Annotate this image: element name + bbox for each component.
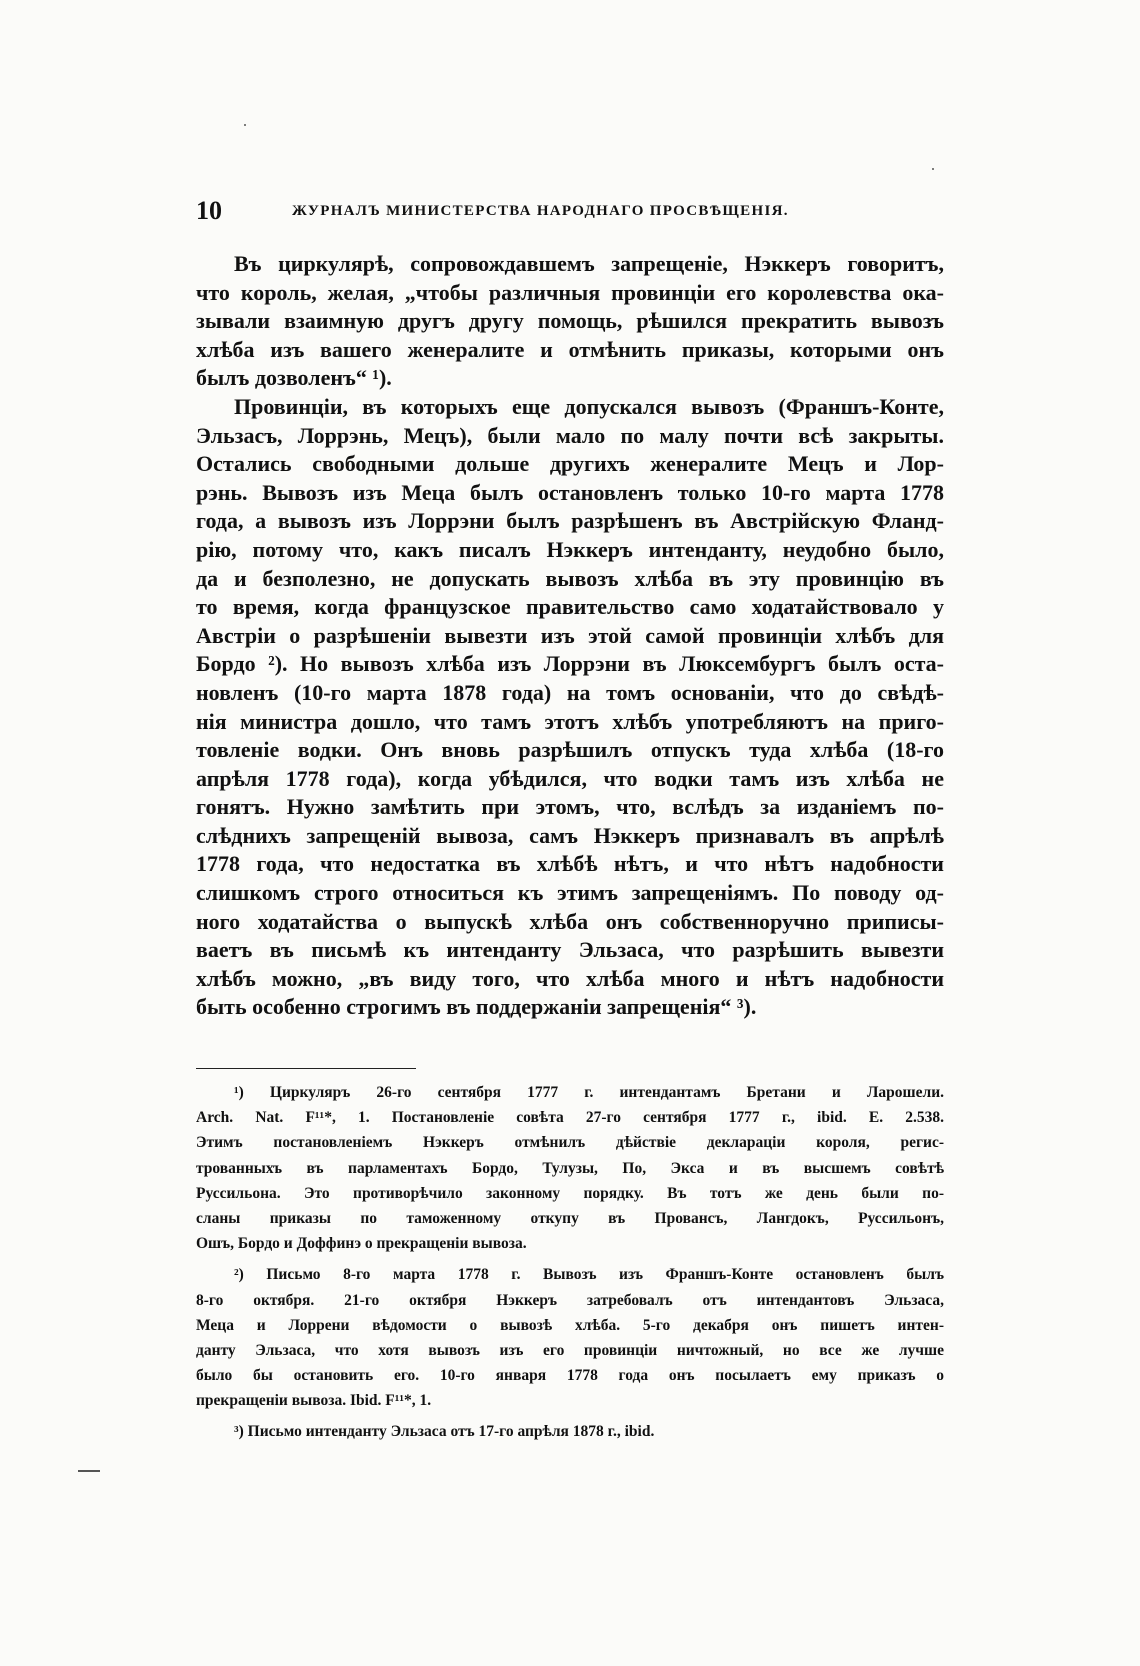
text-line: зывали взаимную другъ другу помощь, рѣшился прекратить вывозъ	[196, 308, 944, 334]
footnote-divider	[196, 1068, 416, 1069]
body-text	[196, 250, 944, 1022]
footnote-line: 8-го октября. 21-го октября Нэккеръ затребовалъ отъ интендантовъ Эльзаса,	[196, 1291, 944, 1309]
text-line: хлѣбъ можно, „въ виду того, что хлѣба много и нѣтъ надобности	[196, 965, 944, 991]
text-line: Въ циркулярѣ, сопровождавшемъ запрещеніе, Нэккеръ говоритъ,	[234, 251, 944, 276]
footnote-line: Руссильона. Это противорѣчило законному порядку. Въ тотъ же день были по-	[196, 1184, 944, 1202]
text-line: быть особенно строгимъ въ поддержаніи запрещенія“ ³).	[196, 994, 757, 1020]
footnote-line: Этимъ постановленіемъ Нэккеръ отмѣнилъ дѣйствіе деклараціи короля, регис-	[196, 1134, 944, 1152]
footnote-line: ³) Письмо интенданту Эльзаса отъ 17-го апрѣля 1878 г., ibid.	[234, 1423, 655, 1441]
footnote-line: данту Эльзаса, что хотя вывозъ изъ его провинціи ничтожный, но все же лучше	[196, 1341, 944, 1359]
footnote-line: трованныхъ въ парламентахъ Бордо, Тулузы, По, Экса и въ высшемъ совѣтѣ	[196, 1159, 944, 1177]
text-line: Австріи о разрѣшеніи вывезти изъ этой самой провинціи хлѣбъ для	[196, 622, 944, 648]
text-line: ваетъ въ письмѣ къ интенданту Эльзаса, что разрѣшить вывезти	[196, 937, 944, 963]
footnote-line: ¹) Циркуляръ 26-го сентября 1777 г. интендантамъ Бретани и Ларошели.	[234, 1084, 944, 1101]
text-line: ного ходатайства о выпускѣ хлѣба онъ собственноручно приписы-	[196, 908, 944, 934]
text-line: Провинціи, въ которыхъ еще допускался вывозъ (Франшъ-Конте,	[234, 393, 944, 419]
text-line: рэнь. Вывозъ изъ Меца былъ остановленъ только 10-го марта 1778	[196, 479, 944, 505]
text-line: Остались свободными дольше другихъ женералите Мецъ и Лор-	[196, 451, 944, 477]
text-line: Эльзасъ, Лоррэнь, Мецъ), были мало по малу почти всѣ закрыты.	[196, 422, 944, 448]
footnote-3	[196, 1419, 944, 1444]
text-line: года, а вывозъ изъ Лоррэни былъ разрѣшенъ въ Австрійскую Фланд-	[196, 508, 944, 534]
footnote-line: сланы приказы по таможенному откупу въ Провансъ, Лангдокъ, Руссильонъ,	[196, 1209, 944, 1227]
text-line: слишкомъ строго относиться къ этимъ запрещеніямъ. По поводу од-	[196, 880, 944, 906]
paragraph-1	[196, 250, 944, 393]
running-title: ЖУРНАЛЪ МИНИСТЕРСТВА НАРОДНАГО ПРОСВѢЩЕНІЯ.	[292, 203, 789, 219]
page-number: 10	[196, 196, 222, 225]
text-line: слѣднихъ запрещеній вывоза, самъ Нэккеръ признавалъ въ апрѣлѣ	[196, 822, 944, 848]
text-line: былъ дозволенъ“ ¹).	[196, 365, 392, 391]
footnote-line: Ошъ, Бордо и Доффинэ о прекращеніи вывоза.	[196, 1235, 527, 1253]
text-line: нія министра дошло, что тамъ этотъ хлѣбъ употребляютъ на приго-	[196, 708, 944, 734]
footnotes	[196, 1080, 944, 1445]
footnote-line: было бы остановить его. 10-го января 1778 года онъ посылаетъ ему приказъ о	[196, 1367, 944, 1385]
text-line: 1778 года, что недостатка въ хлѣбѣ нѣтъ, и что нѣтъ надобности	[196, 851, 944, 877]
text-line: товленіе водки. Онъ вновь разрѣшилъ отпускъ туда хлѣба (18-го	[196, 737, 944, 763]
text-line: Бордо ²). Но вывозъ хлѣба изъ Лоррэни въ Люксембургъ былъ оста-	[196, 651, 944, 677]
text-line: что король, желая, „чтобы различныя провинціи его королевства ока-	[196, 279, 944, 305]
text-line: да и безполезно, не допускать вывозъ хлѣба въ эту провинцію въ	[196, 565, 944, 591]
paragraph-2	[196, 393, 944, 1022]
text-line: новленъ (10-го марта 1878 года) на томъ основаніи, что до свѣдѣ-	[196, 679, 944, 705]
page-header	[196, 196, 946, 230]
scan-speck	[932, 168, 934, 170]
scan-speck	[244, 124, 246, 126]
text-line: рію, потому что, какъ писалъ Нэккеръ интенданту, неудобно было,	[196, 536, 944, 562]
text-line: хлѣба изъ вашего женералите и отмѣнить приказы, которыми онъ	[196, 336, 944, 362]
footnote-line: прекращеніи вывоза. Ibid. F¹¹*, 1.	[196, 1392, 432, 1410]
text-line: то время, когда французское правительство само ходатайствовало у	[196, 594, 944, 620]
footnote-line: ²) Письмо 8-го марта 1778 г. Вывозъ изъ Франшъ-Конте остановленъ былъ	[234, 1266, 944, 1284]
text-line: апрѣля 1778 года), когда убѣдился, что водки тамъ изъ хлѣба не	[196, 765, 944, 791]
footnote-line: Меца и Лоррени вѣдомости о вывозѣ хлѣба. 5-го декабря онъ пишетъ интен-	[196, 1316, 944, 1334]
footnote-1	[196, 1080, 944, 1256]
text-line: гонятъ. Нужно замѣтить при этомъ, что, вслѣдъ за изданіемъ по-	[196, 794, 944, 820]
footnote-line: Arch. Nat. F¹¹*, 1. Постановленіе совѣта 27-го сентября 1777 г., ibid. E. 2.538.	[196, 1109, 944, 1127]
margin-mark	[78, 1470, 100, 1472]
footnote-2	[196, 1262, 944, 1413]
